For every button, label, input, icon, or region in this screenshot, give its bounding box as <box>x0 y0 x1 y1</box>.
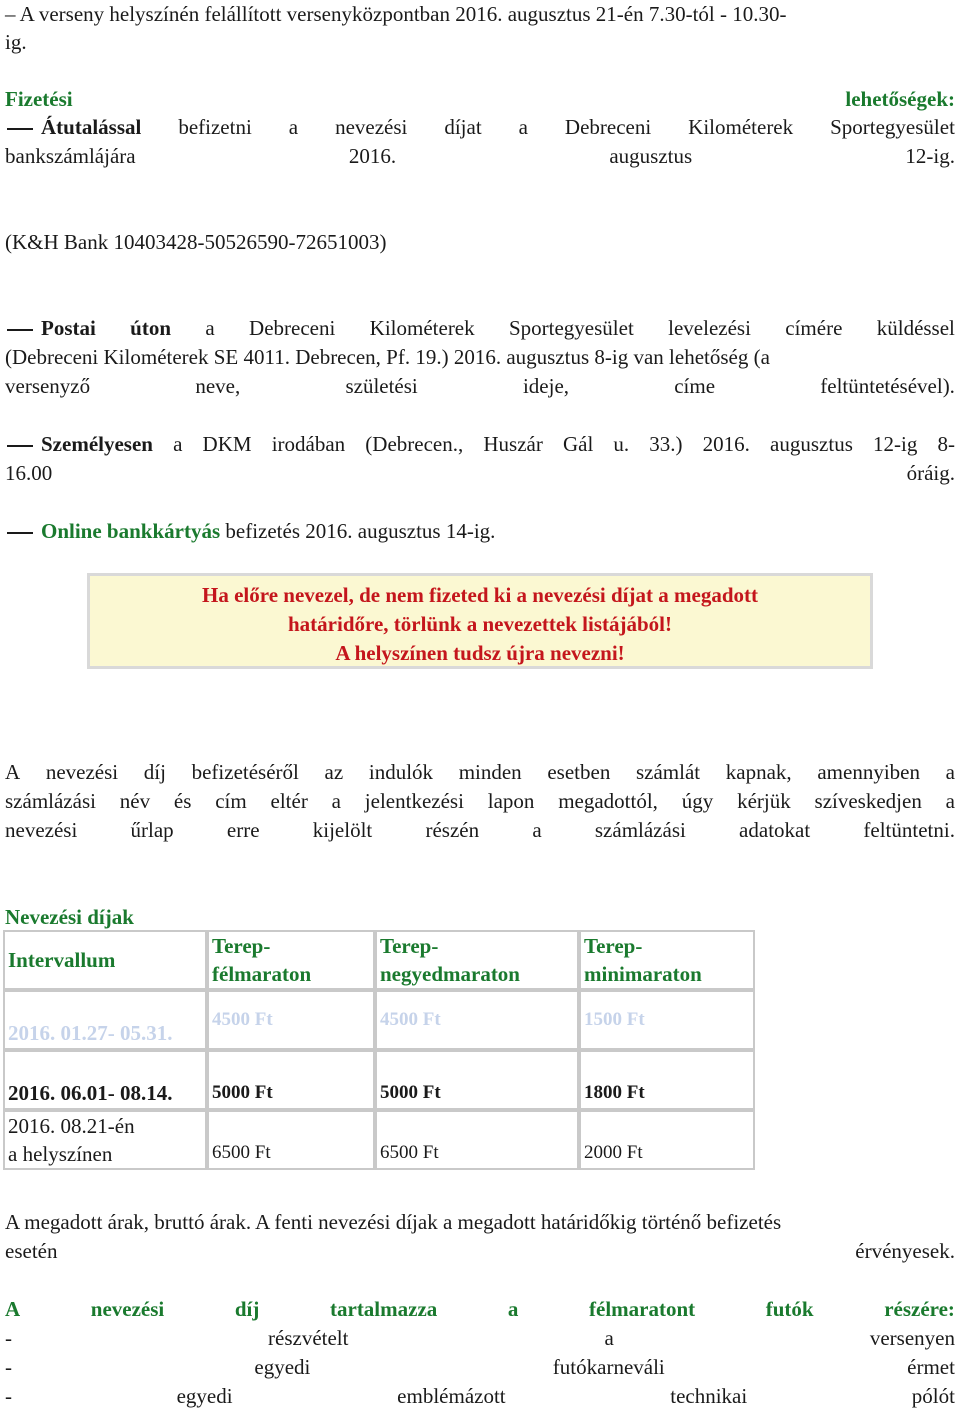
word: címe <box>674 374 716 398</box>
word: bankszámlájára <box>5 144 136 168</box>
post-line-3 <box>5 372 955 400</box>
word: feltüntetésével). <box>820 374 955 398</box>
bank-account <box>5 228 955 256</box>
word: a <box>205 316 215 340</box>
word: nevezési <box>45 760 119 784</box>
word: irodában <box>271 432 346 456</box>
bank-account-text: (K&H Bank 10403428-50526590-72651003) <box>5 230 387 254</box>
invoice-line-2 <box>5 787 955 815</box>
personal-label <box>5 430 153 458</box>
post-bold: Postai <box>41 316 96 340</box>
table-header-row <box>3 930 755 990</box>
personal-bold: Személyesen <box>41 432 153 456</box>
prices-note-line-1 <box>5 1208 955 1236</box>
intro-line-1 <box>5 0 955 28</box>
word: befizetéséről <box>191 760 299 784</box>
post-bold-2: úton <box>130 316 172 340</box>
word: félmaratont <box>589 1297 696 1321</box>
word: cím <box>215 789 247 813</box>
word: - <box>5 1384 12 1408</box>
word: augusztus <box>609 144 693 168</box>
word: űrlap <box>130 818 174 842</box>
word: futókarneváli <box>552 1355 665 1379</box>
includes-item-2 <box>5 1353 955 1381</box>
word: Sportegyesület <box>508 316 634 340</box>
word: befizetni <box>178 115 252 139</box>
word: az <box>324 760 344 784</box>
word: a <box>532 818 542 842</box>
notice-line-1: Ha előre nevezel, de nem fizeted ki a nevezési díjat a megadott <box>202 583 758 607</box>
includes-item-1 <box>5 1324 955 1352</box>
word: 33.) <box>649 432 683 456</box>
row3-quarter: 6500 Ft <box>375 1110 579 1170</box>
word: Huszár <box>483 432 543 456</box>
word: neve, <box>195 374 241 398</box>
word: versenyző <box>5 374 91 398</box>
notice-line-2: határidőre, törlünk a nevezettek listájából! <box>288 612 672 636</box>
dash-icon <box>7 532 33 534</box>
word: - <box>5 1355 12 1379</box>
fees-title <box>5 903 955 931</box>
word: Sportegyesület <box>830 115 955 139</box>
post-text-2: (Debreceni Kilométerek SE 4011. Debrecen, Pf. 19.) 2016. augusztus 8-ig van lehetőség (a <box>5 345 770 369</box>
warning-notice-box <box>87 573 873 669</box>
word: részére: <box>884 1297 955 1321</box>
payment-heading-left: Fizetési <box>5 87 73 111</box>
online-bold: Online bankkártyás <box>41 519 221 543</box>
word: a <box>604 1326 614 1350</box>
payment-heading <box>5 85 955 113</box>
prices-note-line-2 <box>5 1237 955 1265</box>
dash-icon <box>7 445 33 447</box>
word: A <box>5 760 21 784</box>
word: pólót <box>911 1384 955 1408</box>
word: ideje, <box>522 374 570 398</box>
word: amennyiben <box>817 760 920 784</box>
header-interval: Intervallum <box>3 930 207 990</box>
word: kijelölt <box>312 818 373 842</box>
header-quarter-marathon: Terep- negyedmaraton <box>375 930 579 990</box>
row2-quarter: 5000 Ft <box>375 1050 579 1110</box>
word: esetben <box>547 760 611 784</box>
word: adatokat <box>739 818 811 842</box>
word: (Debrecen., <box>365 432 464 456</box>
word: lapon <box>487 789 535 813</box>
word: úgy <box>681 789 714 813</box>
header-half-marathon: Terep- félmaraton <box>207 930 375 990</box>
personal-line-1 <box>5 430 955 458</box>
word: versenyen <box>869 1326 955 1350</box>
intro-line-2 <box>5 28 955 56</box>
word: díj <box>234 1297 260 1321</box>
row1-interval: 2016. 01.27- 05.31. <box>3 990 207 1050</box>
word: nevezési <box>5 818 78 842</box>
word: tartalmazza <box>330 1297 438 1321</box>
word: 2016. <box>348 144 397 168</box>
table-row <box>3 1050 755 1110</box>
table-row <box>3 1110 755 1170</box>
word: Debreceni <box>249 316 336 340</box>
row1-mini: 1500 Ft <box>579 990 755 1050</box>
word: részén <box>425 818 480 842</box>
word: 8- <box>937 432 955 456</box>
word: jelentkezési <box>364 789 464 813</box>
word: A <box>5 1297 21 1321</box>
online-line <box>5 517 955 545</box>
row3-half: 6500 Ft <box>207 1110 375 1170</box>
prices-note-left: esetén <box>5 1239 58 1263</box>
word: 16.00 <box>5 461 53 485</box>
word: részvételt <box>268 1326 349 1350</box>
word: a <box>507 1297 519 1321</box>
row2-mini: 1800 Ft <box>579 1050 755 1110</box>
word: egyedi <box>176 1384 233 1408</box>
personal-line-2 <box>5 459 955 487</box>
table-row <box>3 990 755 1050</box>
word: futók <box>765 1297 814 1321</box>
word: augusztus <box>770 432 853 456</box>
word: u. <box>613 432 630 456</box>
dash-icon <box>7 329 33 331</box>
word: Kilométerek <box>369 316 475 340</box>
row1-quarter: 4500 Ft <box>375 990 579 1050</box>
word: 2016. <box>702 432 750 456</box>
word: nevezési <box>90 1297 165 1321</box>
dash-icon <box>7 128 33 130</box>
row2-half: 5000 Ft <box>207 1050 375 1110</box>
word: díj <box>143 760 166 784</box>
word: címére <box>785 316 843 340</box>
word: kérjük <box>737 789 791 813</box>
word: indulók <box>368 760 434 784</box>
word: technikai <box>670 1384 748 1408</box>
word: küldéssel <box>876 316 955 340</box>
word: születési <box>345 374 418 398</box>
post-line-2 <box>5 343 955 371</box>
word: nevezési <box>335 115 408 139</box>
word: óráig. <box>906 461 955 485</box>
header-mini-marathon: Terep- minimaraton <box>579 930 755 990</box>
intro-text-1: – A verseny helyszínén felállított versenyközpontban 2016. augusztus 21-én 7.30-tól - 10.30- <box>5 2 787 26</box>
word: és <box>173 789 192 813</box>
fees-title-text: Nevezési díjak <box>5 905 134 929</box>
intro-text-2: ig. <box>5 30 27 54</box>
post-label <box>5 314 96 342</box>
word: kapnak, <box>725 760 792 784</box>
word: DKM <box>202 432 252 456</box>
word: Kilométerek <box>688 115 794 139</box>
word: a <box>173 432 183 456</box>
word: Debreceni <box>564 115 652 139</box>
transfer-line-2 <box>5 142 955 170</box>
word: érmet <box>907 1355 955 1379</box>
notice-line-3: A helyszínen tudsz újra nevezni! <box>335 641 625 665</box>
word: 12-ig. <box>905 144 955 168</box>
row2-interval: 2016. 06.01- 08.14. <box>3 1050 207 1110</box>
word: számlát <box>635 760 701 784</box>
row3-interval: 2016. 08.21-én a helyszínen <box>3 1110 207 1170</box>
word: egyedi <box>254 1355 311 1379</box>
word: díjat <box>444 115 482 139</box>
row1-half: 4500 Ft <box>207 990 375 1050</box>
word: név <box>119 789 151 813</box>
word: a <box>945 760 955 784</box>
word: megadottól, <box>558 789 658 813</box>
word: számlázási <box>594 818 686 842</box>
word: a <box>331 789 341 813</box>
prices-note-text-1: A megadott árak, bruttó árak. A fenti nevezési díjak a megadott határidőkig történő befizetés <box>5 1210 782 1234</box>
invoice-line-1 <box>5 758 955 786</box>
word: a <box>288 115 299 139</box>
word: 12-ig <box>873 432 918 456</box>
word: feltüntetni. <box>863 818 955 842</box>
word: eltér <box>270 789 308 813</box>
word: emblémázott <box>397 1384 506 1408</box>
payment-heading-right: lehetőségek: <box>845 87 955 111</box>
prices-note-right: érvényesek. <box>855 1239 955 1263</box>
word: Gál <box>562 432 594 456</box>
word: minden <box>458 760 522 784</box>
transfer-bold: Átutalással <box>41 115 142 139</box>
word: a <box>945 789 955 813</box>
fees-table <box>3 930 755 1170</box>
includes-item-3 <box>5 1382 955 1410</box>
word: szíveskedjen <box>814 789 922 813</box>
invoice-line-3 <box>5 816 955 844</box>
word: erre <box>226 818 260 842</box>
post-line-1 <box>5 314 955 342</box>
word: a <box>518 115 528 139</box>
row3-mini: 2000 Ft <box>579 1110 755 1170</box>
transfer-label <box>5 113 141 141</box>
word: levelezési <box>668 316 751 340</box>
includes-heading <box>5 1295 955 1323</box>
online-rest: befizetés 2016. augusztus 14-ig. <box>220 519 496 543</box>
transfer-line-1 <box>5 113 955 141</box>
word: számlázási <box>5 789 96 813</box>
word: - <box>5 1326 12 1350</box>
